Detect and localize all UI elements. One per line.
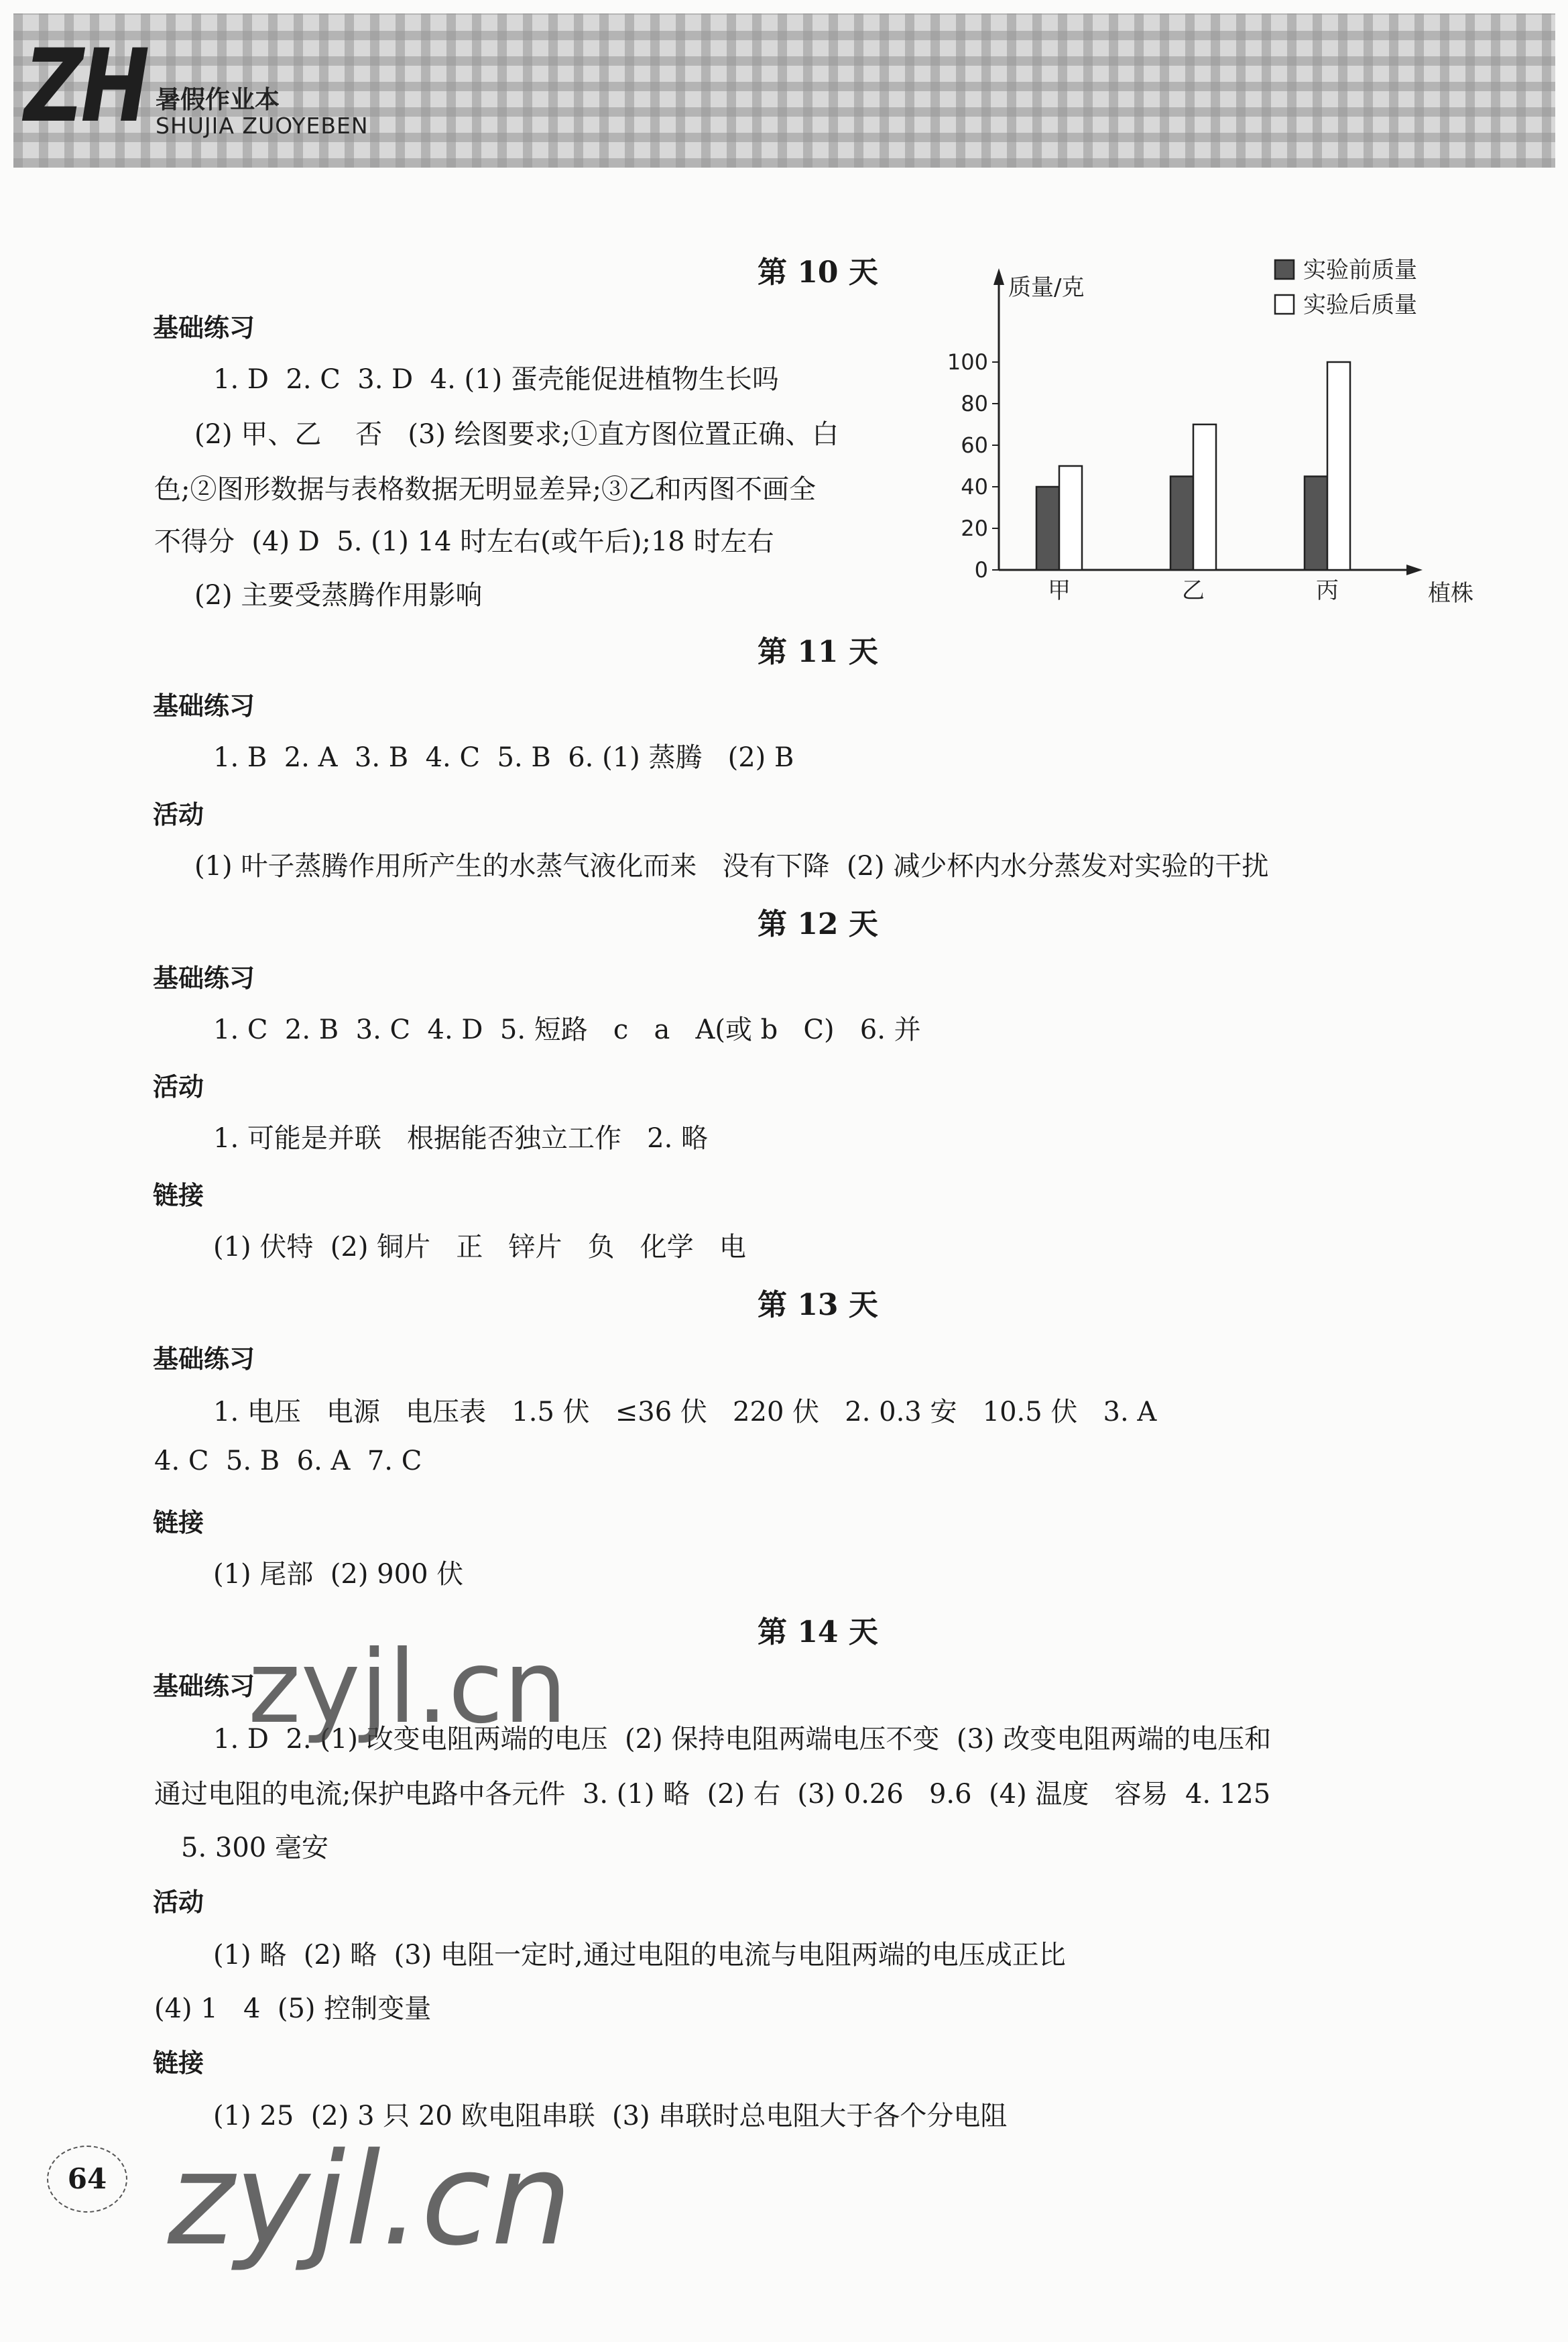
y-tick-label: 80: [961, 391, 988, 416]
answer-line: 4. C 5. B 6. A 7. C: [154, 1446, 422, 1476]
answer-line: 1. C 2. B 3. C 4. D 5. 短路 c a A(或 b C) 6. 并: [213, 1014, 921, 1045]
y-tick-label: 100: [947, 349, 988, 375]
answer-line: (4) 1 4 (5) 控制变量: [154, 1993, 432, 2024]
day-11-title: 第 11 天: [758, 635, 878, 669]
bar-chart: [905, 248, 1482, 624]
y-tick-label: 0: [974, 557, 988, 583]
bar-丙-series2: [1327, 362, 1350, 570]
answer-line: (2) 甲、乙 否 (3) 绘图要求;①直方图位置正确、白: [194, 419, 839, 450]
y-tick-label: 60: [961, 432, 988, 458]
answer-line: 1. D 2. C 3. D 4. (1) 蛋壳能促进植物生长吗: [213, 364, 779, 395]
section-heading: 活动: [153, 1887, 204, 1917]
answer-line: (1) 伏特 (2) 铜片 正 锌片 负 化学 电: [213, 1232, 746, 1263]
answer-line: 通过电阻的电流;保护电路中各元件 3. (1) 略 (2) 右 (3) 0.26 9.6 (4) 温度 容易 4. 125: [154, 1779, 1271, 1810]
x-tick-label: 甲: [1048, 577, 1071, 604]
x-tick-label: 乙: [1182, 577, 1205, 604]
day-12-title: 第 12 天: [758, 907, 878, 941]
section-heading: 基础练习: [153, 1672, 255, 1701]
day-14-title: 第 14 天: [758, 1615, 878, 1649]
bar-甲-series1: [1036, 487, 1059, 570]
legend-swatch: [1275, 260, 1294, 279]
answer-line: (2) 主要受蒸腾作用影响: [194, 580, 483, 611]
series-logo: ZH: [24, 28, 147, 145]
legend-label: 实验后质量: [1303, 292, 1417, 318]
answer-line: (1) 尾部 (2) 900 伏: [213, 1559, 464, 1590]
section-heading: 链接: [153, 2048, 204, 2078]
answer-line: 不得分 (4) D 5. (1) 14 时左右(或午后);18 时左右: [154, 526, 774, 557]
section-heading: 基础练习: [153, 313, 255, 343]
section-heading: 基础练习: [153, 963, 255, 993]
answer-line: (1) 25 (2) 3 只 20 欧电阻串联 (3) 串联时总电阻大于各个分电阻: [213, 2101, 1008, 2131]
section-heading: 活动: [153, 1072, 204, 1102]
answer-line: 1. 可能是并联 根据能否独立工作 2. 略: [213, 1123, 709, 1154]
section-heading: 基础练习: [153, 1344, 255, 1374]
section-heading: 链接: [153, 1181, 204, 1210]
answer-line: (1) 叶子蒸腾作用所产生的水蒸气液化而来 没有下降 (2) 减少杯内水分蒸发对实验的干扰: [194, 851, 1269, 882]
section-heading: 活动: [153, 800, 204, 829]
y-tick-label: 20: [961, 516, 988, 541]
answer-line: 1. 电压 电源 电压表 1.5 伏 ≤36 伏 220 伏 2. 0.3 安 10.5 伏 3. A: [213, 1397, 1157, 1427]
bar-乙-series2: [1193, 424, 1216, 570]
page-number: 64: [47, 2146, 127, 2213]
x-axis-arrow: [1406, 565, 1423, 575]
x-axis-title: 植株: [1428, 580, 1473, 607]
answer-line: 1. D 2. (1) 改变电阻两端的电压 (2) 保持电阻两端电压不变 (3) 改变电阻两端的电压和: [213, 1724, 1272, 1755]
y-axis-title: 质量/克: [1008, 274, 1085, 301]
watermark: zyjl.cn: [168, 2125, 572, 2274]
day-10-title: 第 10 天: [758, 255, 878, 290]
legend-swatch: [1275, 295, 1294, 314]
watermark: zyjl.cn: [248, 1629, 568, 1746]
bar-丙-series1: [1305, 477, 1327, 571]
answer-line: 色;②图形数据与表格数据无明显差异;③乙和丙图不画全: [154, 474, 816, 505]
x-tick-label: 丙: [1316, 577, 1339, 604]
bar-甲-series2: [1059, 466, 1082, 570]
y-tick-label: 40: [961, 474, 988, 500]
bar-乙-series1: [1170, 477, 1193, 571]
answer-line: 1. B 2. A 3. B 4. C 5. B 6. (1) 蒸腾 (2) B: [213, 742, 794, 773]
series-title-cn: 暑假作业本: [156, 85, 280, 114]
section-heading: 基础练习: [153, 691, 255, 721]
series-title-en: SHUJIA ZUOYEBEN: [156, 113, 369, 139]
y-axis-arrow: [993, 268, 1004, 285]
answer-line: (1) 略 (2) 略 (3) 电阻一定时,通过电阻的电流与电阻两端的电压成正比: [213, 1940, 1066, 1971]
legend-label: 实验前质量: [1303, 257, 1417, 284]
section-heading: 链接: [153, 1508, 204, 1537]
answer-line: 5. 300 毫安: [181, 1832, 328, 1863]
day-13-title: 第 13 天: [758, 1288, 878, 1322]
